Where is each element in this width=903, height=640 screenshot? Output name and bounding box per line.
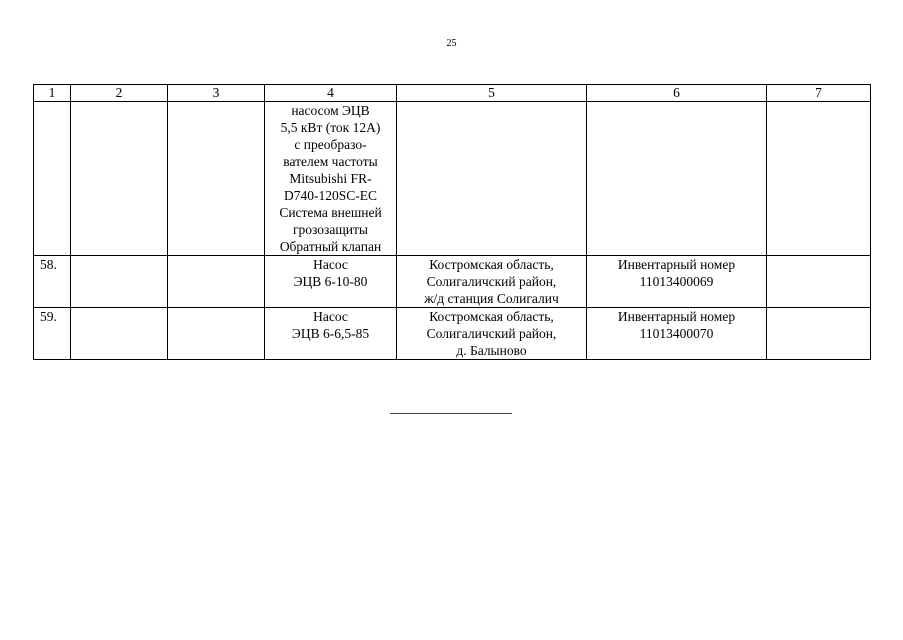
table-row xyxy=(34,256,871,308)
property-table xyxy=(33,84,871,360)
cell-col7 xyxy=(767,308,871,360)
description-line: Насос xyxy=(313,309,348,324)
description-line: Обратный клапан xyxy=(279,239,382,254)
column-header-3: 3 xyxy=(168,85,265,102)
column-header-7: 7 xyxy=(767,85,871,102)
cell-description xyxy=(265,308,397,360)
description-line: с преобразо- xyxy=(294,137,367,152)
address-line: Солигаличский район, xyxy=(426,274,557,289)
address-line: Костромская область, xyxy=(429,309,554,324)
address-line: д. Балыново xyxy=(456,343,527,358)
cell-col2 xyxy=(71,308,168,360)
cell-col3 xyxy=(168,102,265,256)
cell-col7 xyxy=(767,102,871,256)
cell-description xyxy=(265,256,397,308)
column-header-6: 6 xyxy=(587,85,767,102)
column-header-5: 5 xyxy=(397,85,587,102)
cell-inventory xyxy=(587,308,767,360)
description-line: Mitsubishi FR- xyxy=(289,171,372,186)
address-line: ж/д станция Солигалич xyxy=(424,291,559,306)
column-header-1: 1 xyxy=(34,85,71,102)
footer-divider xyxy=(390,413,512,414)
inventory-line: Инвентарный номер xyxy=(617,309,736,324)
description-line: грозозащиты xyxy=(293,222,368,237)
address-line: Костромская область, xyxy=(429,257,554,272)
inventory-line: 11013400069 xyxy=(639,274,714,289)
cell-col3 xyxy=(168,308,265,360)
description-line: насосом ЭЦВ xyxy=(291,103,370,118)
cell-address xyxy=(397,102,587,256)
inventory-line: 11013400070 xyxy=(639,326,714,341)
description-line: вателем частоты xyxy=(283,154,378,169)
cell-col3 xyxy=(168,256,265,308)
row-number xyxy=(34,102,71,256)
cell-col2 xyxy=(71,102,168,256)
description-line: 5,5 кВт (ток 12А) xyxy=(280,120,381,135)
cell-col7 xyxy=(767,256,871,308)
column-header-2: 2 xyxy=(71,85,168,102)
cell-address xyxy=(397,308,587,360)
description-line: ЭЦВ 6-6,5-85 xyxy=(291,326,370,341)
cell-description xyxy=(265,102,397,256)
table-row xyxy=(34,308,871,360)
table-header-row xyxy=(34,85,871,102)
cell-inventory xyxy=(587,256,767,308)
description-line: Насос xyxy=(313,257,348,272)
inventory-line: Инвентарный номер xyxy=(617,257,736,272)
cell-inventory xyxy=(587,102,767,256)
address-line: Солигаличский район, xyxy=(426,326,557,341)
table-row xyxy=(34,102,871,256)
cell-address xyxy=(397,256,587,308)
row-number: 58. xyxy=(34,256,71,308)
description-line: Система внешней xyxy=(279,205,382,220)
column-header-4: 4 xyxy=(265,85,397,102)
page-number: 25 xyxy=(446,38,457,49)
description-line: ЭЦВ 6-10-80 xyxy=(293,274,368,289)
row-number: 59. xyxy=(34,308,71,360)
cell-col2 xyxy=(71,256,168,308)
description-line: D740-120SC-EC xyxy=(283,188,377,203)
